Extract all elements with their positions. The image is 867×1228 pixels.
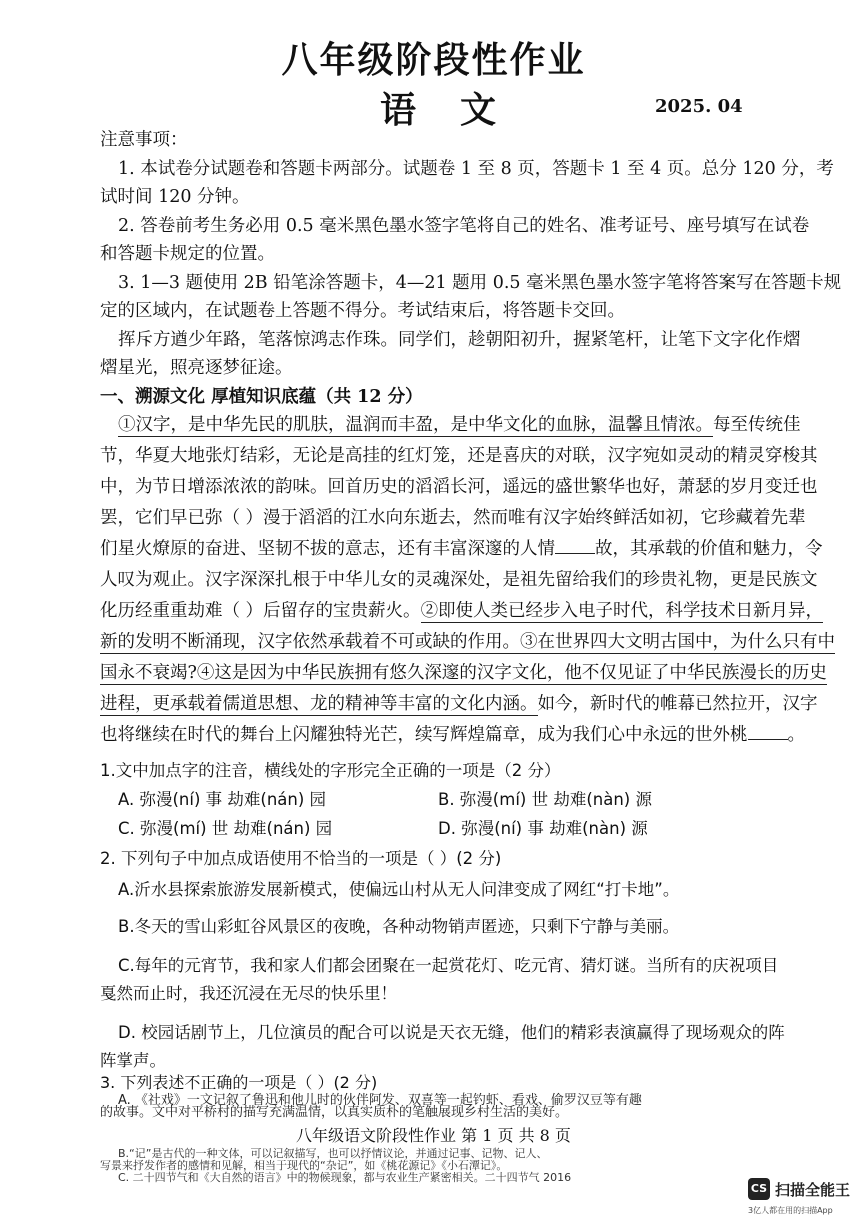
passage-line-8: 新的发明不断涌现，汉字依然承载着不可或缺的作用。③在世界四大文明古国中，为什么只有中 [100,632,835,652]
question-3-option-c-line-1: C. 二十四节气和《大自然的语言》中的物候现象，都与农业生产紧密相关。二十四节气 2016 [118,1171,572,1184]
passage-line-3: 中，为节日增添浓浓的韵味。回首历史的滔滔长河，遥远的盛世繁华也好，萧瑟的岁月变迁也 [100,477,818,497]
passage-line-7: 化历经重重劫难（ ）后留存的宝贵薪火。②即使人类已经步入电子时代，科学技术日新月异， [100,601,824,621]
scanner-watermark [748,1178,858,1218]
question-3-stem: 3. 下列表述不正确的一项是（ ）(2 分) [100,1073,378,1092]
scanner-app-name: 扫描全能王 [775,1181,851,1199]
question-2-option-d-line-2: 阵掌声。 [100,1051,166,1070]
notes-line-7: 挥斥方遒少年路，笔落惊鸿志作珠。同学们，趁朝阳初升，握紧笔杆，让笔下文字化作熠 [118,330,801,350]
passage-line-9: 国永不衰竭?④这是因为中华民族拥有悠久深邃的汉字文化，他不仅见证了中华民族漫长的历史 [100,663,827,683]
passage-line-6: 人叹为观止。汉字深深扎根于中华儿女的灵魂深处，是祖先留给我们的珍贵礼物，更是民族文 [100,570,818,590]
exam-title: 八年级阶段性作业 [281,39,586,81]
notes-heading: 注意事项： [100,130,188,150]
page-footer: 八年级语文阶段性作业 第 1 页 共 8 页 [296,1126,571,1145]
passage-line-2: 节，华夏大地张灯结彩，无论是高挂的红灯笼，还是喜庆的对联，汉字宛如灵动的精灵穿梭其 [100,446,818,466]
subject-char-2: 文 [460,89,497,131]
notes-line-1: 1. 本试卷分试题卷和答题卡两部分。试题卷 1 至 8 页，答题卡 1 至 4 页。总分 120 分，考 [118,159,834,179]
subject-char-1: 语 [380,89,417,131]
underlined-sentence-4: ④这是因为中华民族拥有悠久深邃的汉字文化，他不仅见证了中华民族漫长的历史 [196,663,827,683]
scanner-tagline: 3亿人都在用的扫描App [748,1206,833,1215]
passage-line-4: 罢，它们早已弥（ ）漫于滔滔的江水向东逝去，然而唯有汉字始终鲜活如初，它珍藏着先辈 [100,508,806,528]
exam-date: 2025. 04 [655,96,743,117]
underlined-sentence-1: ①汉字，是中华先民的肌肤，温润而丰盈，是中华文化的血脉，温馨且情浓。 [118,415,713,435]
notes-line-3: 2. 答卷前考生务必用 0.5 毫米黑色墨水签字笔将自己的姓名、准考证号、座号填写在试卷 [118,216,810,236]
subject-title [380,82,496,133]
question-2-option-a: A.沂水县探索旅游发展新模式，使偏远山村从无人问津变成了网红“打卡地”。 [118,880,680,899]
question-2-option-d-line-1: D. 校园话剧节上，几位演员的配合可以说是天衣无缝，他们的精彩表演赢得了现场观众的阵 [118,1023,785,1042]
question-3-option-b-line-1: B.“记”是古代的一种文体，可以记叙描写，也可以抒情议论，并通过记事、记物、记人、 [118,1147,548,1160]
question-2-stem: 2. 下列句子中加点成语使用不恰当的一项是（ ）(2 分) [100,849,502,868]
passage-line-11: 也将继续在时代的舞台上闪耀独特光芒，续写辉煌篇章，成为我们心中永远的世外桃 。 [100,720,805,751]
question-3-option-a-line-1: A. 《社戏》一文记叙了鲁迅和他儿时的伙伴阿发、双喜等一起钓虾、看戏、偷罗汉豆等有趣 [118,1093,642,1108]
question-2-option-c-line-2: 戛然而止时，我还沉浸在无尽的快乐里！ [100,984,397,1003]
fill-blank-2 [748,721,788,740]
notes-line-5: 3. 1—3 题使用 2B 铅笔涂答题卡，4—21 题用 0.5 毫米黑色墨水签字笔将答案写在答题卡规 [118,273,842,293]
fill-blank-1 [555,535,595,554]
section-1-heading: 一、溯源文化 厚植知识底蕴（共 12 分） [100,387,423,407]
question-1-option-b: B. 弥漫(mí) 世 劫难(nàn) 源 [438,790,652,809]
question-1-option-d: D. 弥漫(ní) 事 劫难(nàn) 源 [438,819,648,838]
notes-line-6: 定的区域内，在试题卷上答题不得分。考试结束后，将答题卡交回。 [100,301,625,321]
notes-line-4: 和答题卡规定的位置。 [100,244,275,264]
question-1-option-a: A. 弥漫(ní) 事 劫难(nán) 园 [118,790,327,809]
passage-line-10: 进程，更承载着儒道思想、龙的精神等丰富的文化内涵。如今，新时代的帷幕已然拉开，汉字 [100,694,818,714]
passage-line-1: ①汉字，是中华先民的肌肤，温润而丰盈，是中华文化的血脉，温馨且情浓。每至传统佳 [118,415,801,435]
notes-line-2: 试时间 120 分钟。 [100,187,250,207]
cs-logo-icon: CS [748,1178,770,1200]
passage-line-5: 们星火燎原的奋进、坚韧不拔的意志，还有丰富深邃的人情 故，其承载的价值和魅力，令 [100,534,823,565]
question-1-option-c: C. 弥漫(mí) 世 劫难(nán) 园 [118,819,333,838]
question-2-option-b: B.冬天的雪山彩虹谷风景区的夜晚，各种动物销声匿迹，只剩下宁静与美丽。 [118,917,680,936]
question-3-option-a-line-2: 的故事。文中对平桥村的描写充满温情，以真实质朴的笔触展现乡村生活的美好。 [100,1105,569,1120]
question-3-option-b-line-2: 写景来抒发作者的感情和见解，相当于现代的“杂记”，如《桃花源记》《小石潭记》。 [100,1159,508,1172]
notes-line-8: 熠星光，照亮逐梦征途。 [100,358,293,378]
underlined-sentence-2: ②即使人类已经步入电子时代，科学技术日新月异， [420,601,824,621]
underlined-sentence-3: ③在世界四大文明古国中，为什么只有中 [520,632,835,652]
question-1-stem: 1.文中加点字的注音，横线处的字形完全正确的一项是（2 分） [100,761,561,780]
question-2-option-c-line-1: C.每年的元宵节，我和家人们都会团聚在一起赏花灯、吃元宵、猜灯谜。当所有的庆祝项目 [118,956,779,975]
